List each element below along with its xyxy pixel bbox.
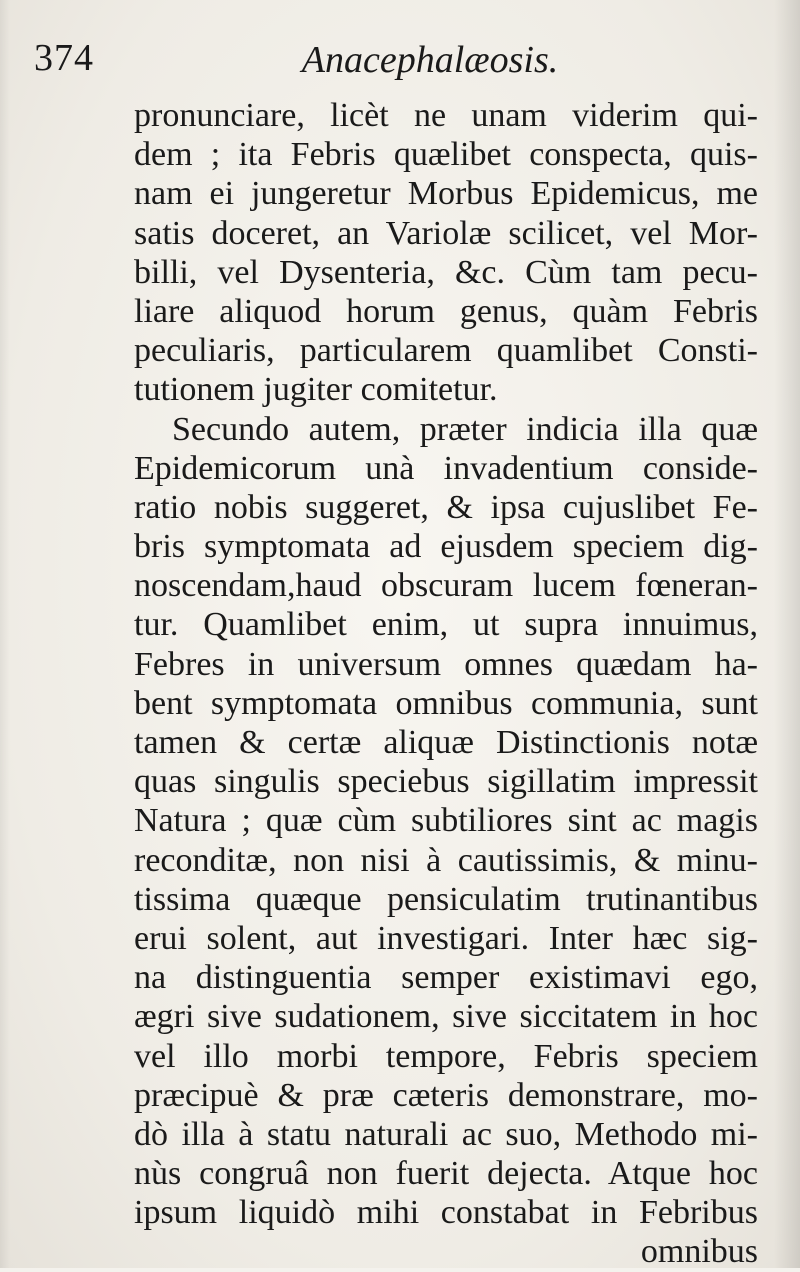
text-line: ipsum liquidò mihi constabat in Febribus — [134, 1194, 758, 1232]
text-line: dem ; ita Febris quælibet conspecta, quis- — [134, 136, 758, 174]
text-line: liare aliquod horum genus, quàm Febris — [134, 292, 758, 330]
text-line: quas singulis speciebus sigillatim impressit — [134, 763, 758, 801]
text-line: ratio nobis suggeret, & ipsa cujuslibet Fe- — [134, 488, 758, 526]
text-line: præcipuè & præ cæteris demonstrare, mo- — [134, 1076, 758, 1114]
text-line: Febres in universum omnes quædam ha- — [134, 645, 758, 683]
running-head: Anacephalæosis. — [301, 39, 559, 81]
text-line: nùs congruâ non fuerit dejecta. Atque hoc — [134, 1155, 758, 1193]
text-line: dò illa à statu naturali ac suo, Methodo mi- — [134, 1115, 758, 1153]
catchword: omnibus — [640, 1233, 758, 1271]
text-line: peculiaris, particularem quamlibet Consti- — [134, 332, 758, 370]
text-line: tamen & certæ aliquæ Distinctionis notæ — [134, 724, 758, 761]
text-line: Natura ; quæ cùm subtiliores sint ac magis — [134, 802, 758, 840]
page-edge-shading — [0, 0, 10, 1268]
text-line: Secundo autem, præter indicia illa quæ — [172, 410, 758, 448]
text-line: Epidemicorum unà invadentium conside- — [134, 449, 758, 487]
text-line: noscendam,haud obscuram lucem fœneran- — [134, 567, 758, 605]
text-line: bris symptomata ad ejusdem speciem dig- — [134, 528, 758, 566]
text-line: billi, vel Dysenteria, &c. Cùm tam pecu- — [134, 253, 758, 291]
text-line: bent symptomata omnibus communia, sunt — [134, 684, 758, 722]
text-line: tissima quæque pensiculatim trutinantibus — [134, 880, 758, 918]
text-line: tur. Quamlibet enim, ut supra innuimus, — [134, 606, 758, 644]
text-line: tutionem jugiter comitetur. — [134, 371, 498, 409]
page-number: 374 — [34, 37, 94, 79]
text-line: na distinguentia semper existimavi ego, — [134, 959, 758, 997]
text-line: reconditæ, non nisi à cautissimis, & minu- — [134, 841, 758, 879]
text-line: satis doceret, an Variolæ scilicet, vel Mor- — [134, 214, 758, 252]
gutter-shadow — [774, 0, 800, 1268]
text-line: nam ei jungeretur Morbus Epidemicus, me — [134, 175, 758, 213]
text-line: erui solent, aut investigari. Inter hæc sig- — [134, 919, 758, 957]
text-line: vel illo morbi tempore, Febris speciem — [134, 1037, 758, 1075]
body-text — [134, 96, 758, 1272]
text-line: ægri sive sudationem, sive siccitatem in hoc — [134, 998, 758, 1036]
text-line: pronunciare, licèt ne unam viderim qui- — [134, 97, 758, 134]
